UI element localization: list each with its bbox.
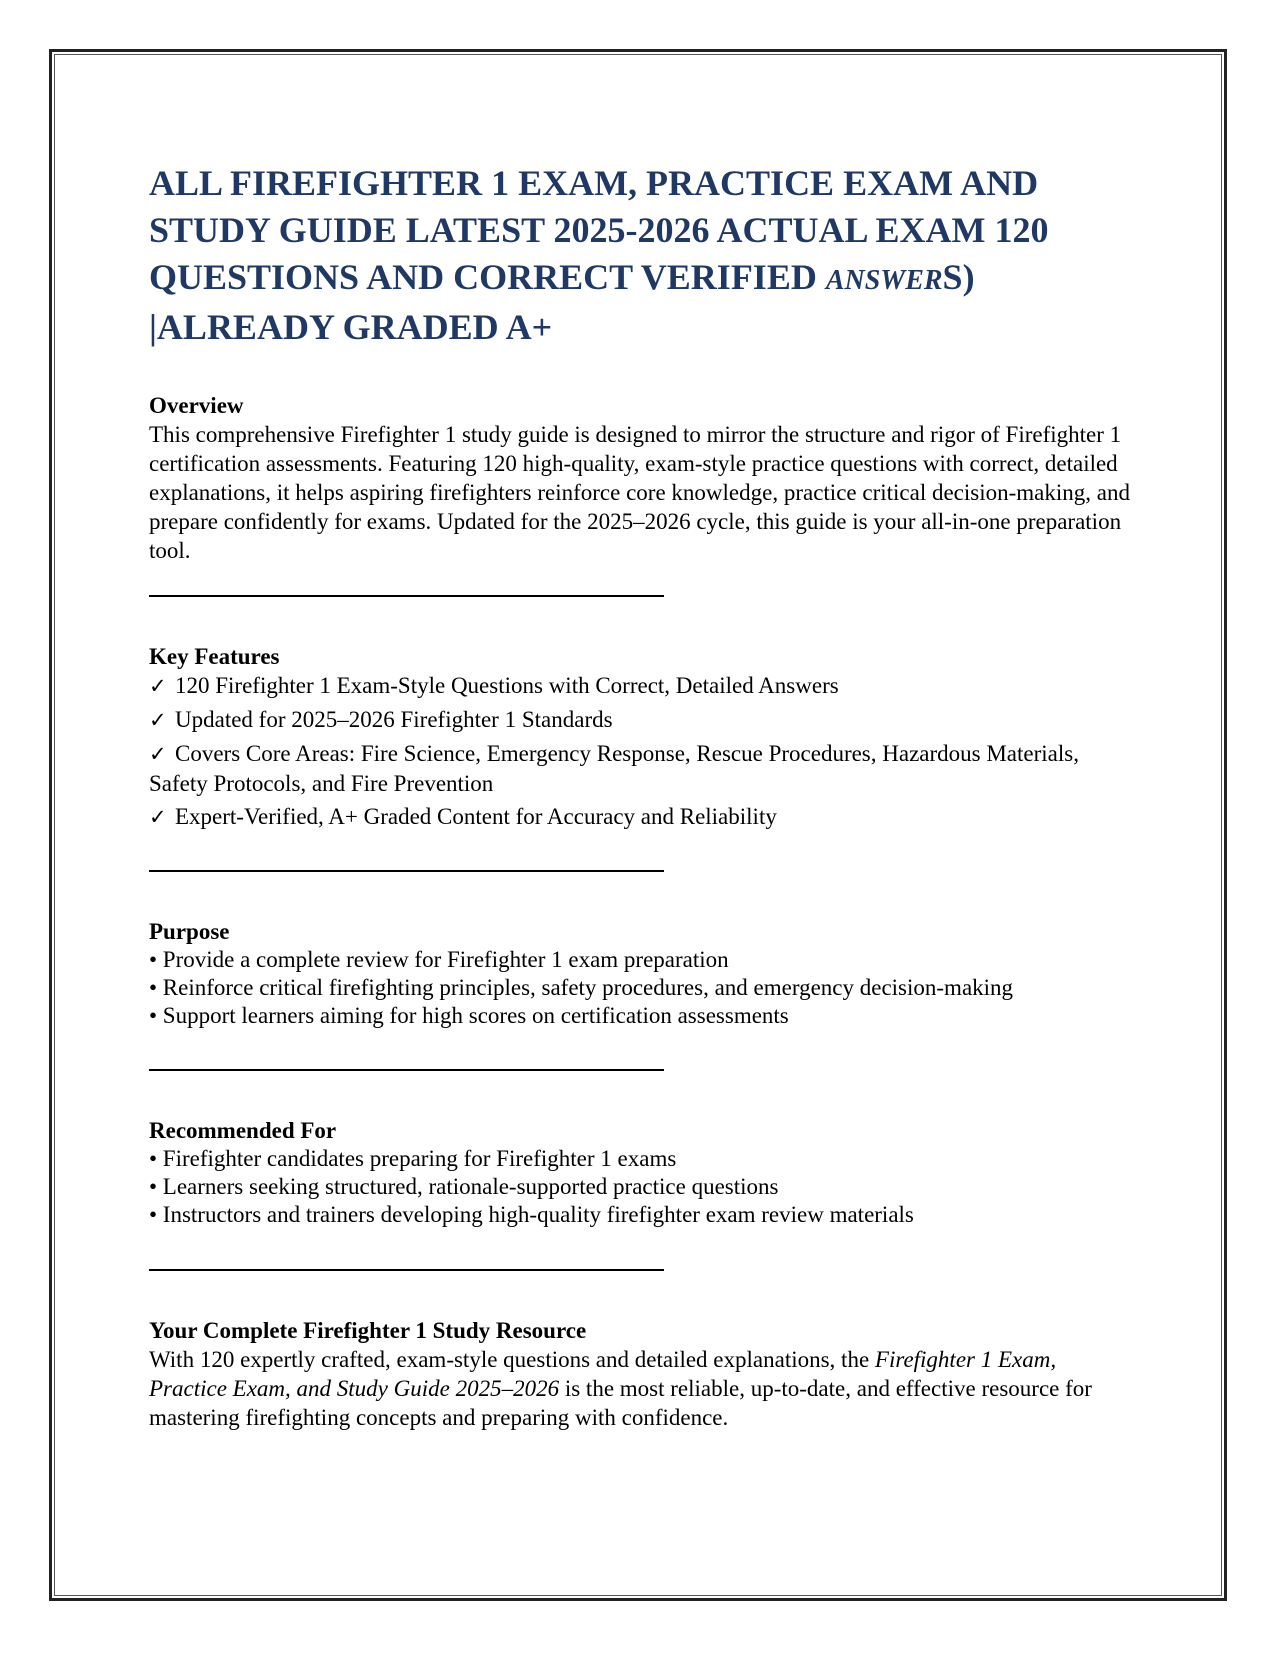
recommended-list [149, 1145, 1139, 1229]
checkmark-icon: ✓ [149, 674, 167, 698]
section-divider [149, 595, 664, 597]
overview-heading: Overview [149, 393, 244, 418]
title-end: S) |ALREADY GRADED A+ [149, 257, 975, 347]
list-item [149, 739, 1139, 798]
list-item: • Reinforce critical firefighting principles, safety procedures, and emergency decision-making [149, 975, 1014, 1000]
overview-text: This comprehensive Firefighter 1 study guide is designed to mirror the structure and rigor of Firefighter 1 certification assessments. Featuring 120 high-quality, exam-style practice questions with correct, detailed explanations, it helps aspiring firefighters reinforce core knowledge, practice critical decision-making, and prepare confidently for exams. Updated for the 2025–2026 cycle, this guide is your all-in-one preparation tool. [149, 422, 1130, 563]
purpose-section [149, 917, 1139, 1030]
title-main: ALL FIREFIGHTER 1 EXAM, PRACTICE EXAM AND STUDY GUIDE LATEST 2025-2026 ACTUAL EXAM 120 QUESTIONS AND CORRECT VERIFIED [149, 163, 1049, 297]
resource-text-after: is the most reliable, up-to-date, and effective resource for mastering firefighting concepts and preparing with confidence. [149, 1376, 1092, 1430]
list-item: • Learners seeking structured, rationale-supported practice questions [149, 1174, 779, 1199]
study-resource-heading: Your Complete Firefighter 1 Study Resource [149, 1318, 587, 1343]
list-item: • Provide a complete review for Firefighter 1 exam preparation [149, 947, 729, 972]
title-italic: ANSWER [825, 265, 943, 296]
resource-text-before: With 120 expertly crafted, exam-style questions and detailed explanations, the [149, 1347, 875, 1372]
list-item [149, 671, 1139, 701]
section-divider [149, 1269, 664, 1271]
section-divider [149, 1069, 664, 1071]
recommended-heading: Recommended For [149, 1118, 337, 1143]
feature-text: Covers Core Areas: Fire Science, Emergency Response, Rescue Procedures, Hazardous Materials, Safety Protocols, and Fire Prevention [149, 741, 1079, 796]
study-resource-text [149, 1345, 1139, 1432]
checkmark-icon: ✓ [149, 805, 167, 829]
recommended-section [149, 1116, 1139, 1229]
checkmark-icon: ✓ [149, 742, 167, 766]
document-title [149, 160, 1139, 351]
document-body [149, 160, 1139, 1432]
key-features-heading: Key Features [149, 644, 280, 669]
list-item: • Instructors and trainers developing high-quality firefighter exam review materials [149, 1202, 914, 1227]
section-divider [149, 870, 664, 872]
key-features-list [149, 671, 1139, 832]
study-resource-section [149, 1316, 1139, 1432]
feature-text: Updated for 2025–2026 Firefighter 1 Standards [175, 707, 613, 732]
purpose-heading: Purpose [149, 919, 230, 944]
list-item: • Support learners aiming for high scores on certification assessments [149, 1003, 789, 1028]
feature-text: 120 Firefighter 1 Exam-Style Questions with Correct, Detailed Answers [175, 673, 839, 698]
feature-text: Expert-Verified, A+ Graded Content for Accuracy and Reliability [175, 804, 777, 829]
resource-text-italic: Firefighter 1 Exam, Practice Exam, and Study Guide 2025–2026 [149, 1347, 1057, 1401]
list-item [149, 705, 1139, 735]
list-item: • Firefighter candidates preparing for Firefighter 1 exams [149, 1146, 677, 1171]
overview-section [149, 391, 1139, 565]
key-features-section [149, 642, 1139, 832]
purpose-list [149, 946, 1139, 1030]
list-item [149, 802, 1139, 832]
checkmark-icon: ✓ [149, 708, 167, 732]
